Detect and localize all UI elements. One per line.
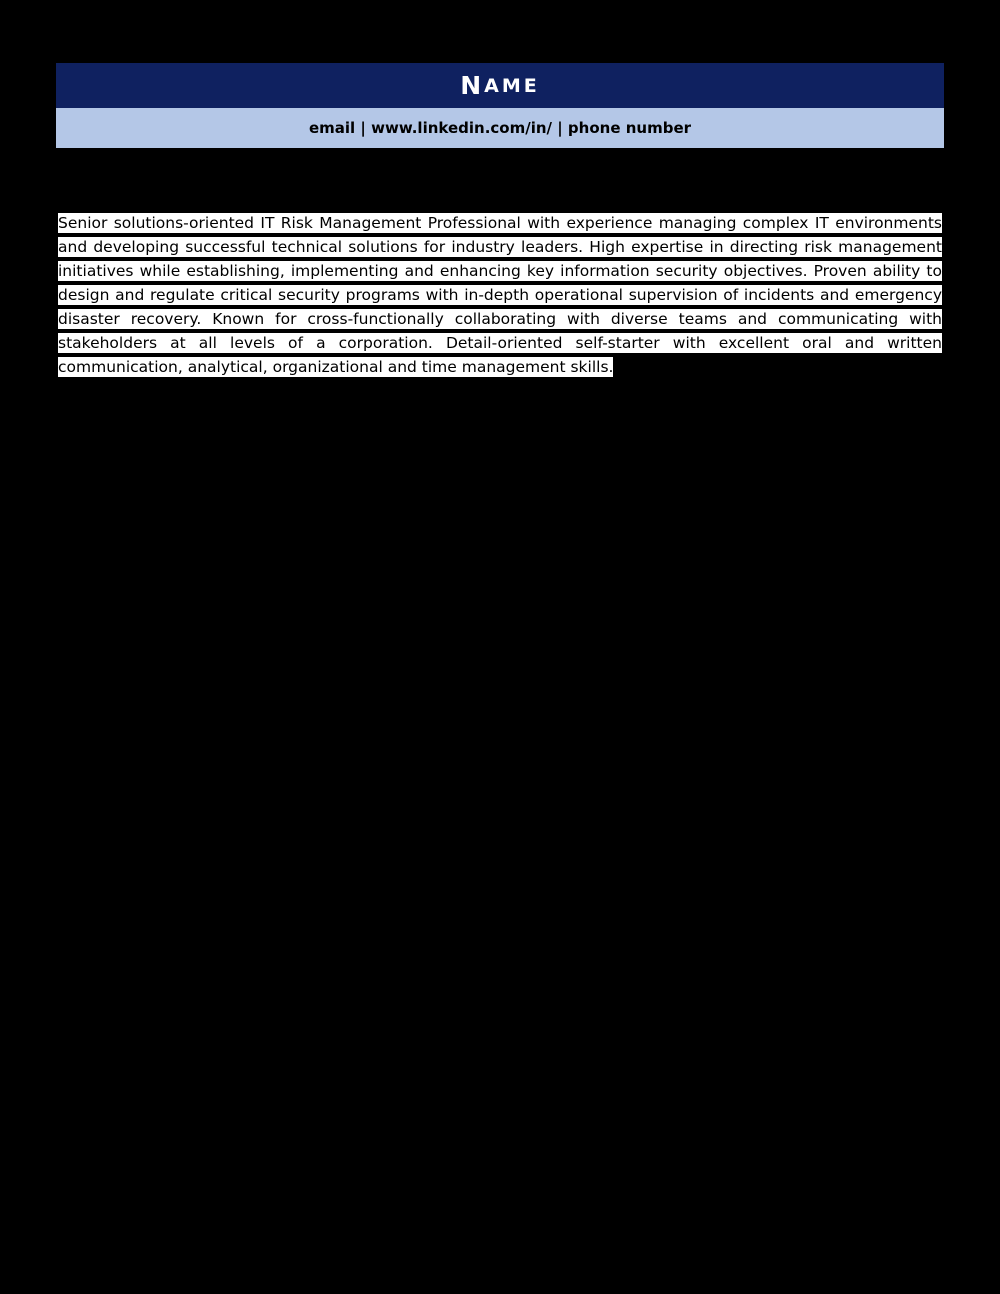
work-experience-heading: WORK EXPERIENCE [403,523,597,547]
name-rest: AME [484,74,540,97]
job-title: Information Security Analyst [314,160,686,190]
core-competencies-heading: CORE COMPETENCIES [390,400,610,424]
education-heading: EDUCATION [441,1050,559,1074]
name-banner [56,63,944,108]
contact-line: email | www.linkedin.com/in/ | phone number [56,108,944,148]
summary-text: Senior solutions-oriented IT Risk Management Professional with experience managing complex IT environments and developing successful technical solutions for industry leaders. High expertise in directing risk management initiatives while establishing, implementing and enhancing key information security objectives. Proven ability to design and regulate critical security programs with in-depth operational supervision of incidents and emergency disaster recovery. Known for cross-functionally collaborating with diverse teams and communicating with stakeholders at all levels of a corporation. Detail-oriented self-starter with excellent oral and written communication, analytical, organizational and time management skills. [58,214,942,376]
name-initial: N [460,71,485,100]
summary-paragraph [58,211,942,379]
